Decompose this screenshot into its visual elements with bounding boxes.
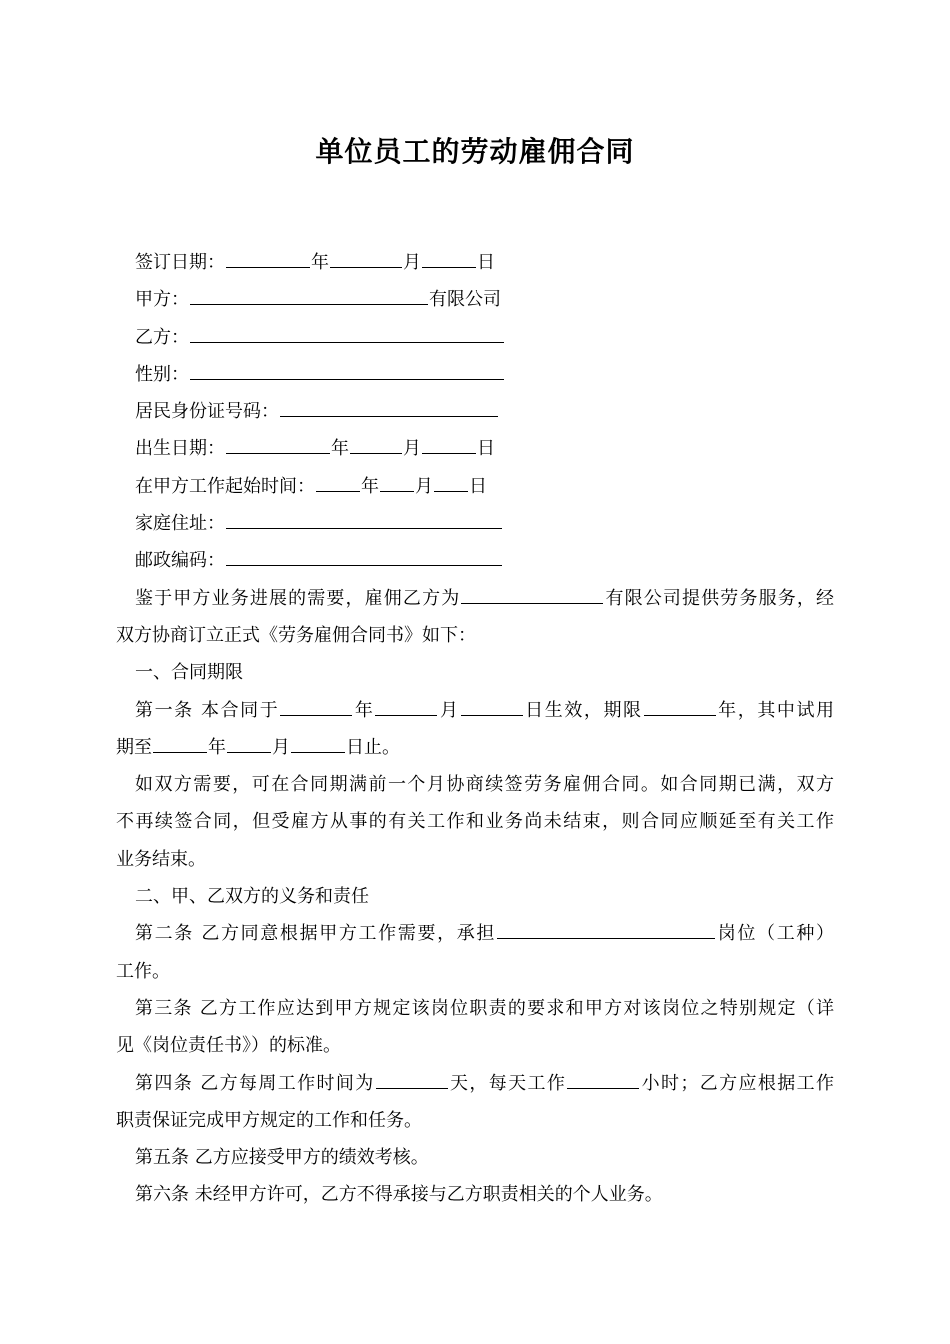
hours-blank[interactable] xyxy=(567,1070,639,1089)
trial-year-label: 年 xyxy=(208,736,226,758)
article3-line-1: 第三条 乙方工作应达到甲方规定该岗位职责的要求和甲方对该岗位之特别规定（详 xyxy=(135,997,834,1019)
birth-label: 出生日期： xyxy=(135,438,225,460)
party-b-label: 乙方： xyxy=(135,326,189,348)
birth-month-blank[interactable] xyxy=(350,435,402,454)
renew-line-2: 不再续签合同，但受雇方从事的有关工作和业务尚未结束，则合同应顺延至有关工作 xyxy=(116,811,834,833)
section2-heading: 二、甲、乙双方的义务和责任 xyxy=(135,886,369,908)
art1-month-label: 月 xyxy=(438,699,460,721)
days-blank[interactable] xyxy=(376,1070,448,1089)
year-blank[interactable] xyxy=(226,249,310,268)
art1-text-c: 年，其中试用 xyxy=(716,699,835,721)
party-a-line xyxy=(0,281,950,318)
article5-line: 第五条 乙方应接受甲方的绩效考核。 xyxy=(135,1147,429,1169)
art4-text-a: 第四条 乙方每周工作时间为 xyxy=(135,1072,375,1094)
start-year-blank[interactable] xyxy=(316,473,360,492)
gender-line xyxy=(0,356,950,393)
id-line xyxy=(0,393,950,430)
company-blank[interactable] xyxy=(461,585,603,604)
start-day-label: 日 xyxy=(469,475,487,497)
id-label: 居民身份证号码： xyxy=(135,401,279,423)
art4-text-b: 天，每天工作 xyxy=(448,1072,567,1094)
start-line xyxy=(0,468,950,505)
sign-date-label: 签订日期： xyxy=(135,252,225,273)
trial-month-label: 月 xyxy=(272,736,290,758)
postcode-line xyxy=(0,542,950,579)
start-year-label: 年 xyxy=(361,475,379,497)
birth-month-label: 月 xyxy=(403,438,421,460)
month-blank[interactable] xyxy=(330,249,402,268)
art1-year-label: 年 xyxy=(353,699,375,721)
birth-year-label: 年 xyxy=(331,438,349,460)
party-a-suffix: 有限公司 xyxy=(429,289,501,311)
article1-line-2 xyxy=(0,729,950,766)
birth-line xyxy=(0,430,950,467)
article4-line-2: 职责保证完成甲方规定的工作和任务。 xyxy=(116,1109,422,1131)
start-month-blank[interactable] xyxy=(380,473,414,492)
intro-text-a: 鉴于甲方业务进展的需要，雇佣乙方为 xyxy=(135,587,461,609)
contract-body xyxy=(0,244,950,1214)
sign-date-line xyxy=(0,244,950,281)
party-a-blank[interactable] xyxy=(190,286,428,305)
section1-heading: 一、合同期限 xyxy=(135,662,243,684)
day-label: 日 xyxy=(477,252,495,273)
article3-line-2: 见《岗位责任书》）的标准。 xyxy=(116,1035,341,1057)
article6-line: 第六条 未经甲方许可，乙方不得承接与乙方职责相关的个人业务。 xyxy=(135,1184,663,1206)
article2-line-2: 工作。 xyxy=(116,960,170,982)
art4-text-c: 小时；乙方应根据工作 xyxy=(640,1072,835,1094)
address-blank[interactable] xyxy=(226,510,502,529)
art2-text-b: 岗位（工种） xyxy=(716,923,834,945)
start-month-label: 月 xyxy=(415,475,433,497)
address-label: 家庭住址： xyxy=(135,513,225,535)
intro-text-b: 有限公司提供劳务服务，经 xyxy=(604,587,834,609)
gender-blank[interactable] xyxy=(190,361,504,380)
art1-month-blank[interactable] xyxy=(375,697,437,716)
art1-text-b: 日生效，期限 xyxy=(523,699,643,721)
art1-text-a: 第一条 本合同于 xyxy=(135,699,280,721)
article1-line-1 xyxy=(0,692,834,729)
art2-text-a: 第二条 乙方同意根据甲方工作需要，承担 xyxy=(135,923,497,945)
art1-text-d: 期至 xyxy=(116,736,152,758)
party-b-line xyxy=(0,319,950,356)
postcode-label: 邮政编码： xyxy=(135,550,225,572)
article2-line-1 xyxy=(0,915,834,952)
address-line xyxy=(0,505,950,542)
trial-year-blank[interactable] xyxy=(153,734,207,753)
position-blank[interactable] xyxy=(497,920,715,939)
start-label: 在甲方工作起始时间： xyxy=(135,475,315,497)
document-title: 单位员工的劳动雇佣合同 xyxy=(315,135,635,168)
gender-label: 性别： xyxy=(135,363,189,385)
art1-year-blank[interactable] xyxy=(280,697,352,716)
renew-line-3: 业务结束。 xyxy=(116,848,206,870)
trial-month-blank[interactable] xyxy=(227,734,271,753)
postcode-blank[interactable] xyxy=(226,547,502,566)
art1-term-blank[interactable] xyxy=(644,697,716,716)
renew-line-1: 如双方需要，可在合同期满前一个月协商续签劳务雇佣合同。如合同期已满，双方 xyxy=(135,774,834,796)
id-blank[interactable] xyxy=(280,398,498,417)
birth-day-label: 日 xyxy=(477,438,495,460)
start-day-blank[interactable] xyxy=(434,473,468,492)
party-b-blank[interactable] xyxy=(190,324,504,343)
trial-day-blank[interactable] xyxy=(291,734,345,753)
party-a-label: 甲方： xyxy=(135,289,189,311)
art1-day-blank[interactable] xyxy=(461,697,523,716)
birth-day-blank[interactable] xyxy=(422,435,476,454)
month-label: 月 xyxy=(403,252,421,273)
art1-text-e: 日止。 xyxy=(346,736,400,758)
day-blank[interactable] xyxy=(422,249,476,268)
intro-line-1 xyxy=(0,580,834,617)
intro-line-2: 双方协商订立正式《劳务雇佣合同书》如下： xyxy=(116,624,476,646)
year-label: 年 xyxy=(311,252,329,273)
article4-line-1 xyxy=(0,1065,834,1102)
birth-year-blank[interactable] xyxy=(226,435,330,454)
